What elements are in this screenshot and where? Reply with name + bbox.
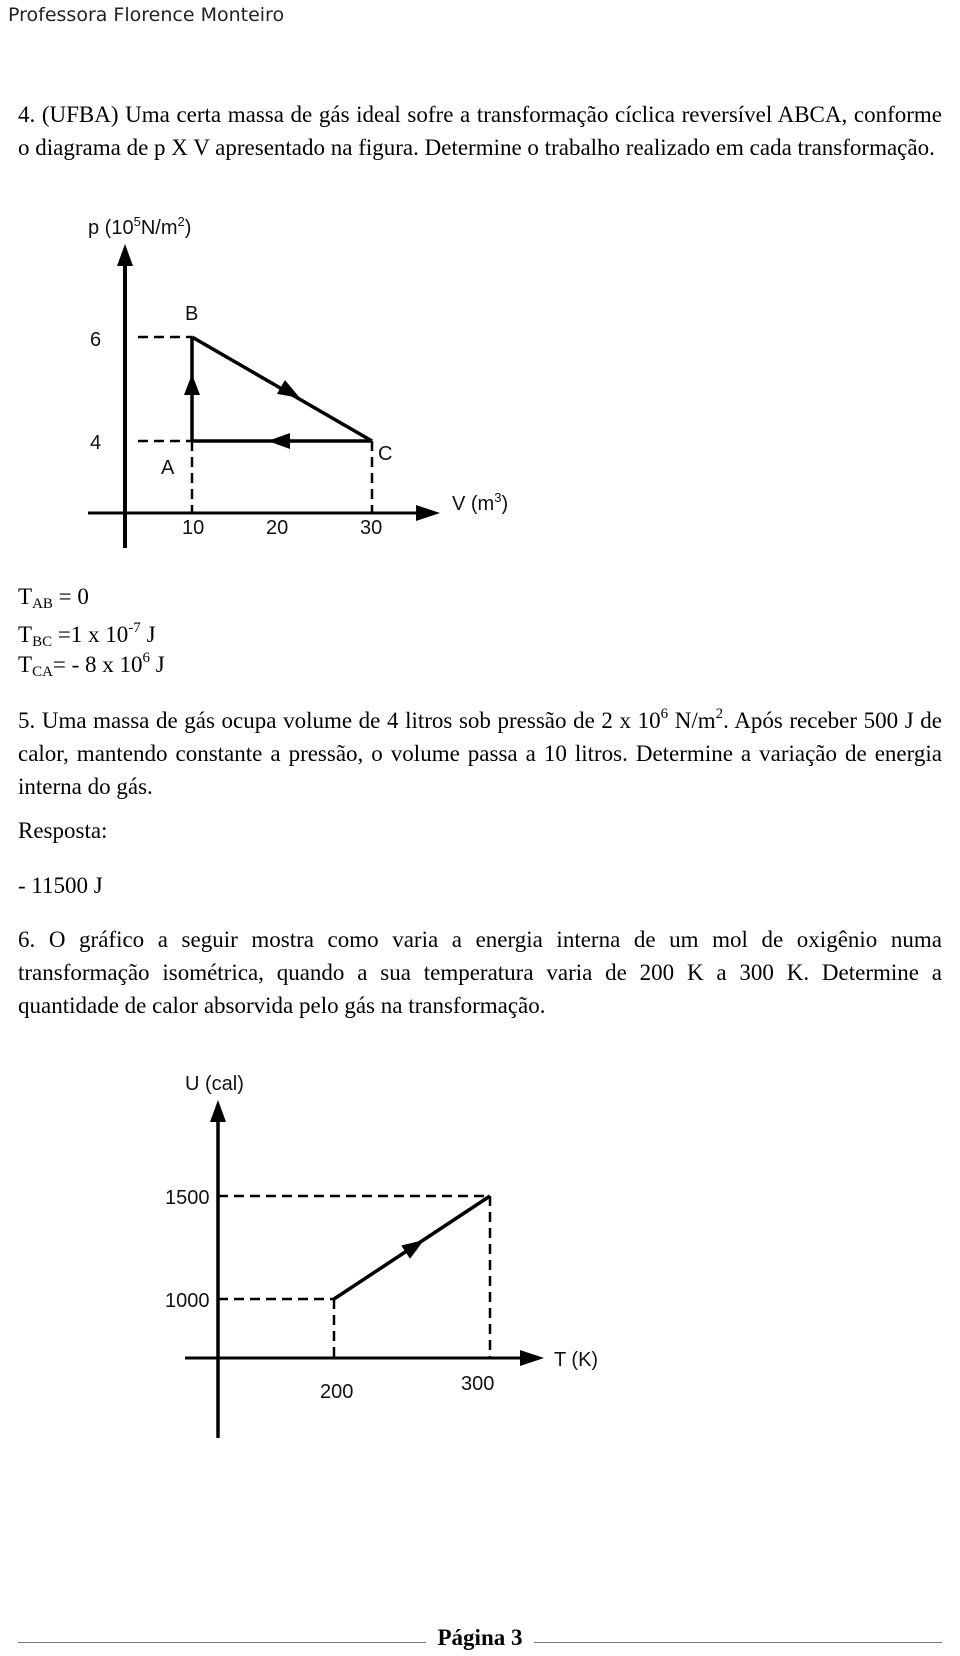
point-label-a: A xyxy=(161,457,175,479)
question-5-answer: - 11500 J xyxy=(18,873,103,898)
question-6-text: 6. O gráfico a seguir mostra como varia a energia interna de um mol de oxigênio numa transformação isométrica, quando a sua temperatura varia de 200 K a 300 K. Determine a quantidade de calor absorvida pelo gás na transformação. xyxy=(18,927,942,1018)
pv-y-axis-label: p $(10^5N/m^2)$ xyxy=(88,214,192,239)
ut-y-tick-1500: 1500 xyxy=(165,1187,210,1209)
question-5-answer-label: Resposta: xyxy=(18,818,108,843)
pv-x-tick-20: 20 xyxy=(266,517,289,539)
ut-y-tick-1000: 1000 xyxy=(165,1290,210,1312)
page-number: Página 3 xyxy=(0,1625,960,1651)
page-header: Professora Florence Monteiro xyxy=(8,4,285,26)
ut-x-tick-300: 300 xyxy=(461,1373,495,1395)
answer-t-bc: $T_{BC} =1$ x $10^{-7}$ J xyxy=(18,620,156,650)
pv-x-tick-30: 30 xyxy=(360,517,383,539)
ut-y-axis-label: U (cal) xyxy=(185,1073,244,1095)
answer-t-ca: $T_{CA}= - 8$ x $10^6$ J xyxy=(18,650,165,680)
ut-process-arrow xyxy=(401,1233,428,1258)
point-label-b: B xyxy=(185,303,199,325)
pv-x-axis-label: V $(m^3)$ xyxy=(452,490,509,515)
answer-t-ab: $T_{AB} = 0$ xyxy=(18,584,89,612)
question-4-text: 4. (UFBA) Uma certa massa de gás ideal sofre a transformação cíclica reversível ABCA, conforme o diagrama de p X V apresentado na figura. Determine o trabalho realizado em cada transformação. xyxy=(18,102,942,160)
ut-x-tick-200: 200 xyxy=(320,1381,354,1403)
ut-x-axis-arrowhead xyxy=(520,1350,544,1366)
pv-x-tick-10: 10 xyxy=(182,517,205,539)
pv-y-tick-4: 4 xyxy=(90,432,102,454)
pv-y-tick-6: 6 xyxy=(90,329,102,351)
ut-y-axis-arrowhead xyxy=(210,1100,226,1122)
question-5-text: 5. Uma massa de gás ocupa volume de 4 litros sob pressão de 2 x $10^6$ $N/m^2$. Após receber 500 J de calor, mantendo constante a pressão, o volume passa a 10 litros. Determine a variação de energia interna do gás. xyxy=(18,706,942,799)
point-label-c: C xyxy=(378,443,393,465)
ut-x-axis-label: T (K) xyxy=(554,1349,599,1371)
